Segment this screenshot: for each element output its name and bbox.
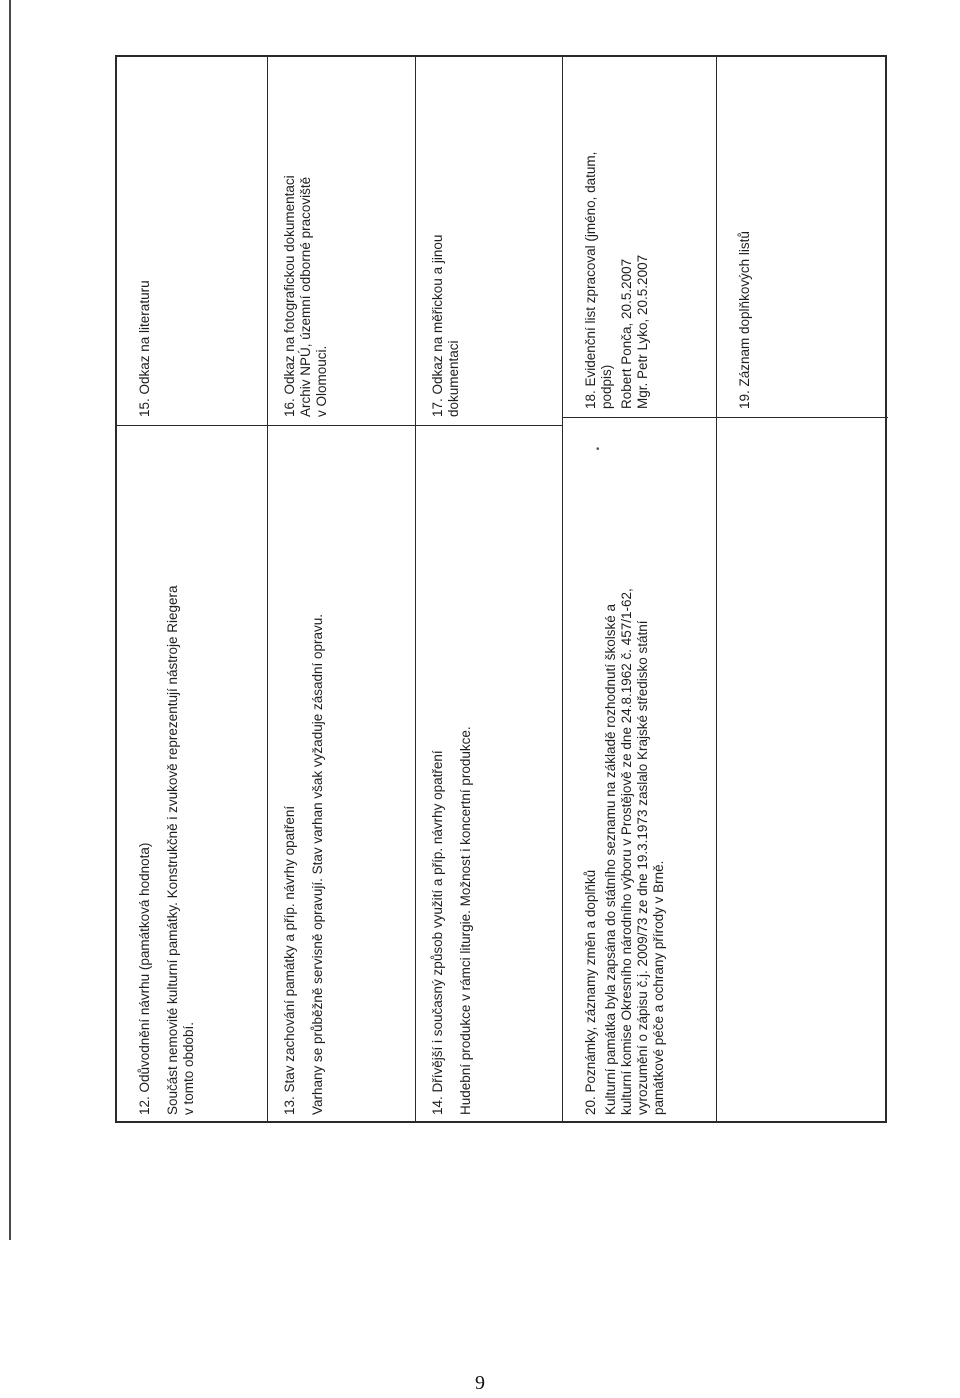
cell-15-title: 15. Odkaz na literaturu — [137, 280, 152, 417]
cell-20-line-4: památkové péče a ochrany přírody v Brně. — [651, 860, 666, 1115]
column-divider-top — [117, 425, 562, 426]
cell-19-title: 19. Záznam doplňkových listů — [737, 231, 752, 409]
cell-19-supplementary-sheets — [737, 65, 877, 409]
cell-14-line-1: Hudební produkce v rámci liturgie. Možnost i koncertní produkce. — [458, 726, 473, 1115]
cell-18-line-1: podpis) — [599, 364, 614, 409]
column-divider-bottom — [562, 417, 888, 418]
cell-16-line-2: v Olomouci. — [314, 345, 329, 417]
cell-14-text — [458, 467, 474, 1115]
cell-12-justification — [137, 467, 257, 1115]
row-divider-20 — [562, 57, 563, 1121]
cell-16-photo-documentation — [282, 65, 407, 417]
cell-18-title: 18. Evidenční list zpracoval (jméno, datum, — [583, 151, 598, 409]
cell-20-notes — [583, 459, 708, 1115]
cell-12-title: 12. Odůvodnění návrhu (památková hodnota) — [137, 842, 152, 1115]
cell-17-line-1: dokumentaci — [446, 340, 461, 417]
cell-18-line-2: Robert Ponča, 20.5.2007 — [619, 258, 634, 409]
cell-17-measurement-documentation — [430, 65, 555, 417]
cell-18-compiled-by — [583, 65, 708, 409]
cell-15-literature — [137, 65, 257, 417]
cell-14-usage — [430, 467, 555, 1115]
cell-18-line-3: Mgr. Petr Lyko, 20.5.2007 — [635, 254, 650, 409]
cell-12-text — [165, 467, 197, 1115]
row-divider-13 — [267, 57, 268, 1121]
cell-20-text — [603, 459, 667, 1115]
page-number: 9 — [475, 1372, 485, 1394]
cell-20-line-1: Kulturní památka byla zapsána do státního seznamu na základě rozhodnutí školské a — [603, 603, 618, 1115]
cell-13-text — [310, 467, 326, 1115]
row-divider-19 — [716, 57, 717, 1121]
page-edge-line — [9, 0, 11, 1240]
scan-mark: • — [596, 444, 600, 455]
registration-form-table — [115, 55, 887, 1123]
row-divider-14 — [415, 57, 416, 1121]
cell-12-line-1: Součást nemovité kulturní památky. Konstrukčně i zvukově reprezentují nástroje Riegera — [165, 585, 180, 1115]
cell-13-line-1: Varhany se průběžně servisně opravují. Stav varhan však vyžaduje zásadní opravu. — [310, 613, 325, 1115]
cell-20-line-3: vyrozumění o zápisu č.j. 2009/73 ze dne 19.3.1973 zaslalo Krajské středisko státní — [635, 620, 650, 1115]
cell-18-authors — [619, 65, 651, 409]
cell-14-title: 14. Dřívější i současný způsob využití a příp. návrhy opatření — [430, 750, 445, 1115]
cell-17-title: 17. Odkaz na měřickou a jinou — [430, 234, 445, 417]
cell-13-title: 13. Stav zachování památky a příp. návrhy opatření — [282, 805, 297, 1115]
cell-16-line-1: Archiv NPÚ, územní odborné pracoviště — [298, 176, 313, 417]
cell-13-condition — [282, 467, 407, 1115]
cell-20-line-2: kulturní komise Okresního národního výboru v Prostějově ze dne 24.8.1962 č. 457/1-62, — [619, 588, 634, 1115]
cell-16-title: 16. Odkaz na fotografickou dokumentaci — [282, 175, 297, 417]
cell-20-title: 20. Poznámky, záznamy změn a doplňků — [583, 869, 598, 1115]
cell-12-line-2: v tomto období. — [181, 1021, 196, 1115]
